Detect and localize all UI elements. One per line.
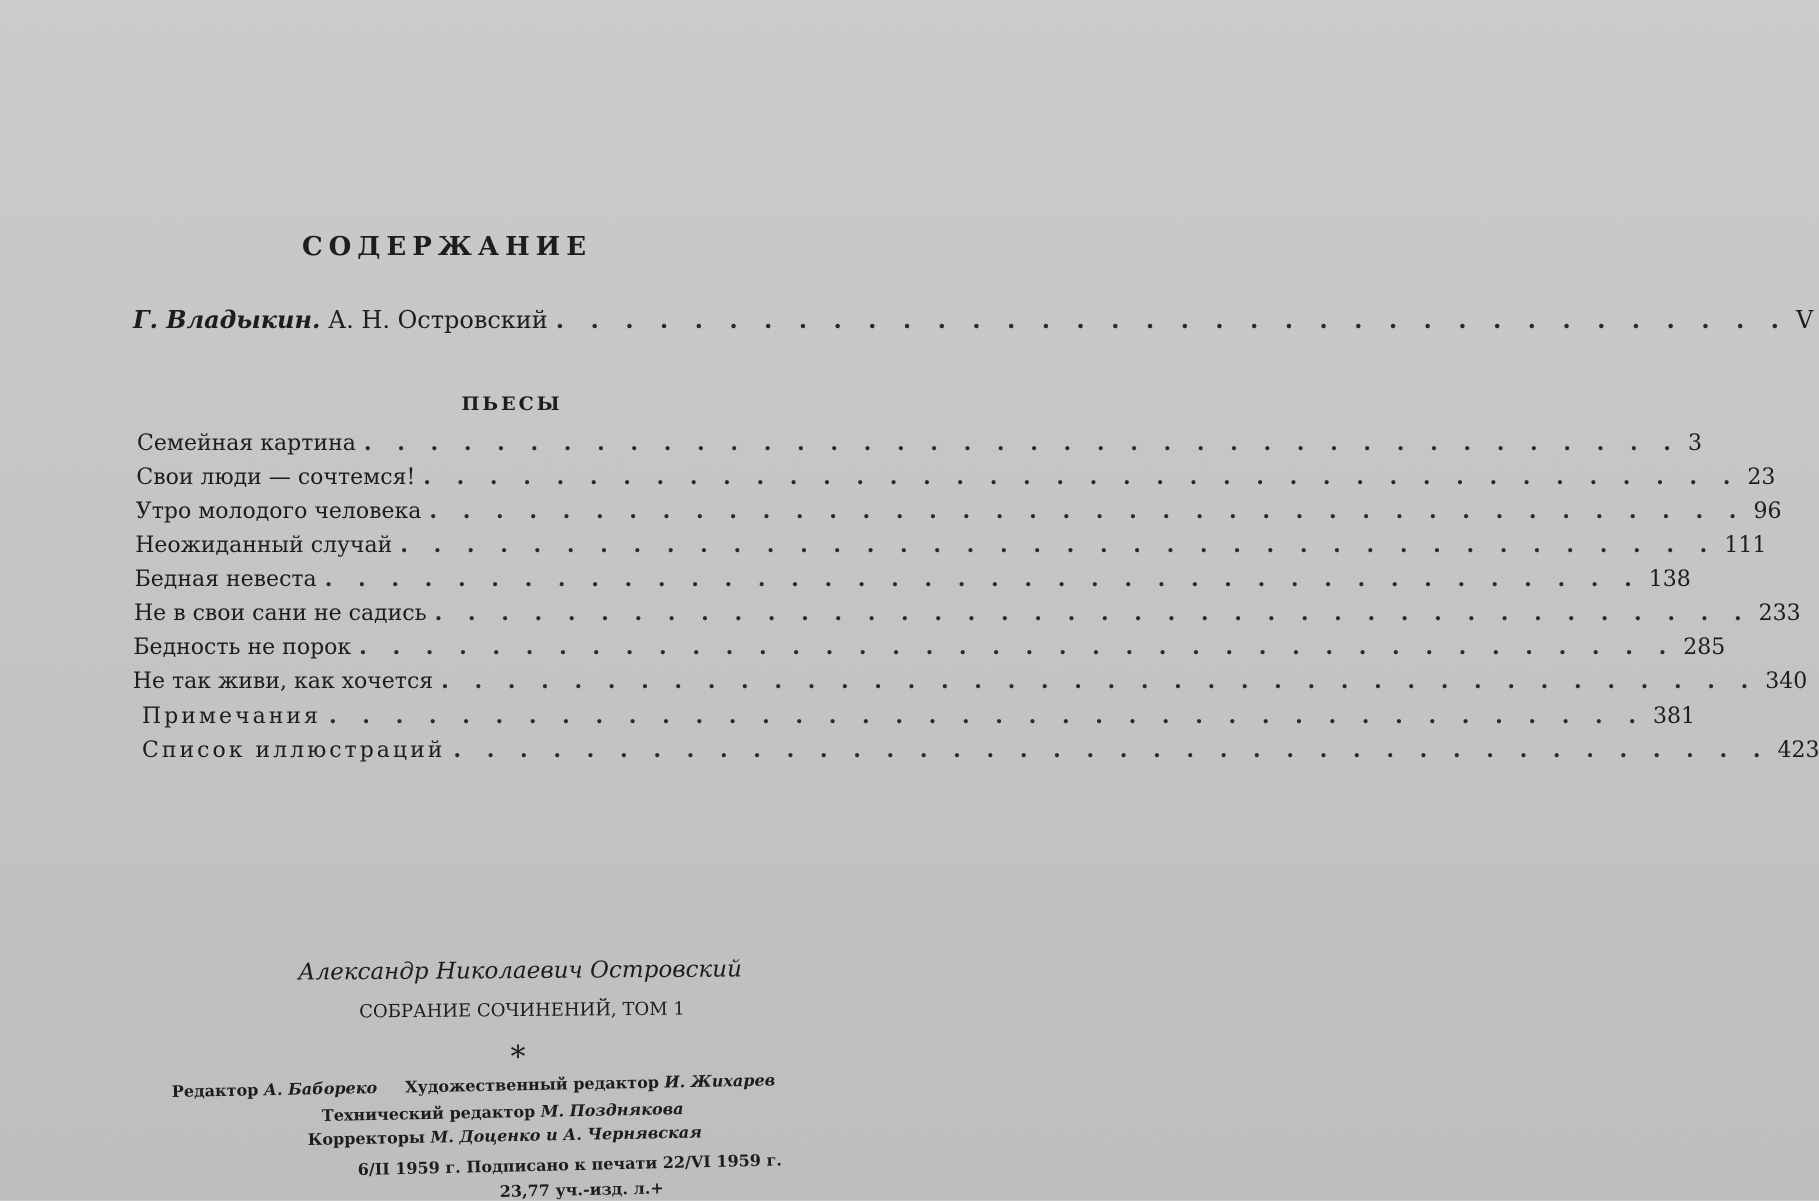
dot-leader: . . . . . . . . . . . . . . . . . . . . . . . . . . . . . . . . . . . . . . . . [363, 430, 1680, 456]
dot-leader: . . . . . . . . . . . . . . . . . . . . . . . . . . . . . . . . . . . . [555, 305, 1789, 334]
toc-title: СОДЕРЖАНИЕ [301, 232, 593, 262]
toc-entry-title: Бедность не порок [133, 635, 352, 660]
dot-leader: . . . . . . . . . . . . . . . . . . . . . . . . . . . . . . . . . . . . . . . . [324, 566, 1641, 592]
art-editor-role: Художественный редактор [404, 1072, 660, 1097]
dot-leader: . . . . . . . . . . . . . . . . . . . . . . . . . . . . . . . . . . . . . . . . [441, 668, 1758, 694]
toc-entry [135, 498, 1782, 524]
credit-editors [172, 1070, 776, 1101]
dot-leader: . . . . . . . . . . . . . . . . . . . . . . . . . . . . . . . . . . . . . . . . [400, 532, 1717, 558]
intro-page: V [1796, 306, 1814, 334]
imprint-author: Александр Николаевич Островский [298, 956, 742, 986]
toc-entry-title: Не так живи, как хочется [132, 669, 434, 694]
ornament-asterisk: * [510, 1040, 526, 1075]
toc-entry-page: 3 [1687, 431, 1702, 456]
toc-entry-page: 23 [1747, 465, 1776, 490]
toc-entry-title: Неожиданный случай [135, 533, 393, 558]
toc-entry-title: Семейная картина [137, 431, 356, 456]
toc-entry [137, 430, 1702, 456]
proofreaders-name: М. Доценко и А. Чернявская [430, 1122, 703, 1147]
toc-entry-page: 285 [1683, 635, 1726, 660]
toc-entry-title: Примечания [142, 704, 321, 729]
dot-leader: . . . . . . . . . . . . . . . . . . . . . . . . . . . . . . . . . . . . . . . . [453, 737, 1770, 763]
toc-entry-title: Свои люди — сочтемся! [136, 465, 416, 490]
toc-entry-title: Бедная невеста [134, 567, 317, 592]
editor-role: Редактор [171, 1080, 259, 1101]
credit-proofreaders [308, 1122, 702, 1149]
toc-entry [135, 532, 1767, 558]
toc-entry [132, 668, 1808, 694]
toc-entry [134, 600, 1801, 626]
tech-editor-role: Технический редактор [321, 1101, 536, 1125]
print-info-line: 6/II 1959 г. Подписано к печати 22/VI 1959 г. [357, 1150, 783, 1179]
art-editor-name: И. Жихарев [664, 1070, 776, 1092]
toc-entry [136, 464, 1776, 490]
toc-entry-page: 111 [1724, 533, 1767, 558]
toc-entry-page: 340 [1765, 669, 1808, 694]
plays-heading: ПЬЕСЫ [461, 393, 563, 415]
proofreaders-role: Корректоры [307, 1127, 426, 1149]
toc-entry-title: Утро молодого человека [135, 499, 422, 524]
credit-tech-editor [322, 1099, 684, 1125]
dot-leader: . . . . . . . . . . . . . . . . . . . . . . . . . . . . . . . . . . . . . . . . [359, 634, 1676, 660]
intro-title: А. Н. Островский [327, 306, 548, 334]
toc-appendix-entry [142, 737, 1819, 763]
toc-entry-page: 423 [1777, 738, 1819, 763]
toc-entry-title: Не в свои сани не садись [134, 601, 427, 626]
dot-leader: . . . . . . . . . . . . . . . . . . . . . . . . . . . . . . . . . . . . . . . . [423, 464, 1740, 490]
toc-entry-page: 233 [1758, 601, 1801, 626]
toc-entry-page: 138 [1648, 567, 1691, 592]
editor-name: А. Бабореко [263, 1078, 378, 1100]
tech-editor-name: М. Позднякова [540, 1099, 684, 1121]
toc-entry-page: 381 [1653, 704, 1696, 729]
toc-entry [134, 566, 1691, 592]
dot-leader: . . . . . . . . . . . . . . . . . . . . . . . . . . . . . . . . . . . . . . . . [434, 600, 1751, 626]
toc-intro-entry [133, 305, 1814, 334]
intro-author: Г. Владыкин. [133, 305, 321, 334]
toc-entry [133, 634, 1726, 660]
dot-leader: . . . . . . . . . . . . . . . . . . . . . . . . . . . . . . . . . . . . . . . . [328, 703, 1646, 729]
dot-leader: . . . . . . . . . . . . . . . . . . . . . . . . . . . . . . . . . . . . . . . . [429, 498, 1746, 524]
print-info-line-2: 23,77 уч.-изд. л.+ [499, 1178, 664, 1201]
toc-entry-title: Список иллюстраций [142, 738, 446, 763]
toc-entry-page: 96 [1753, 499, 1782, 524]
toc-appendix-entry [142, 703, 1696, 729]
imprint-collection: СОБРАНИЕ СОЧИНЕНИЙ, ТОМ 1 [359, 998, 685, 1023]
